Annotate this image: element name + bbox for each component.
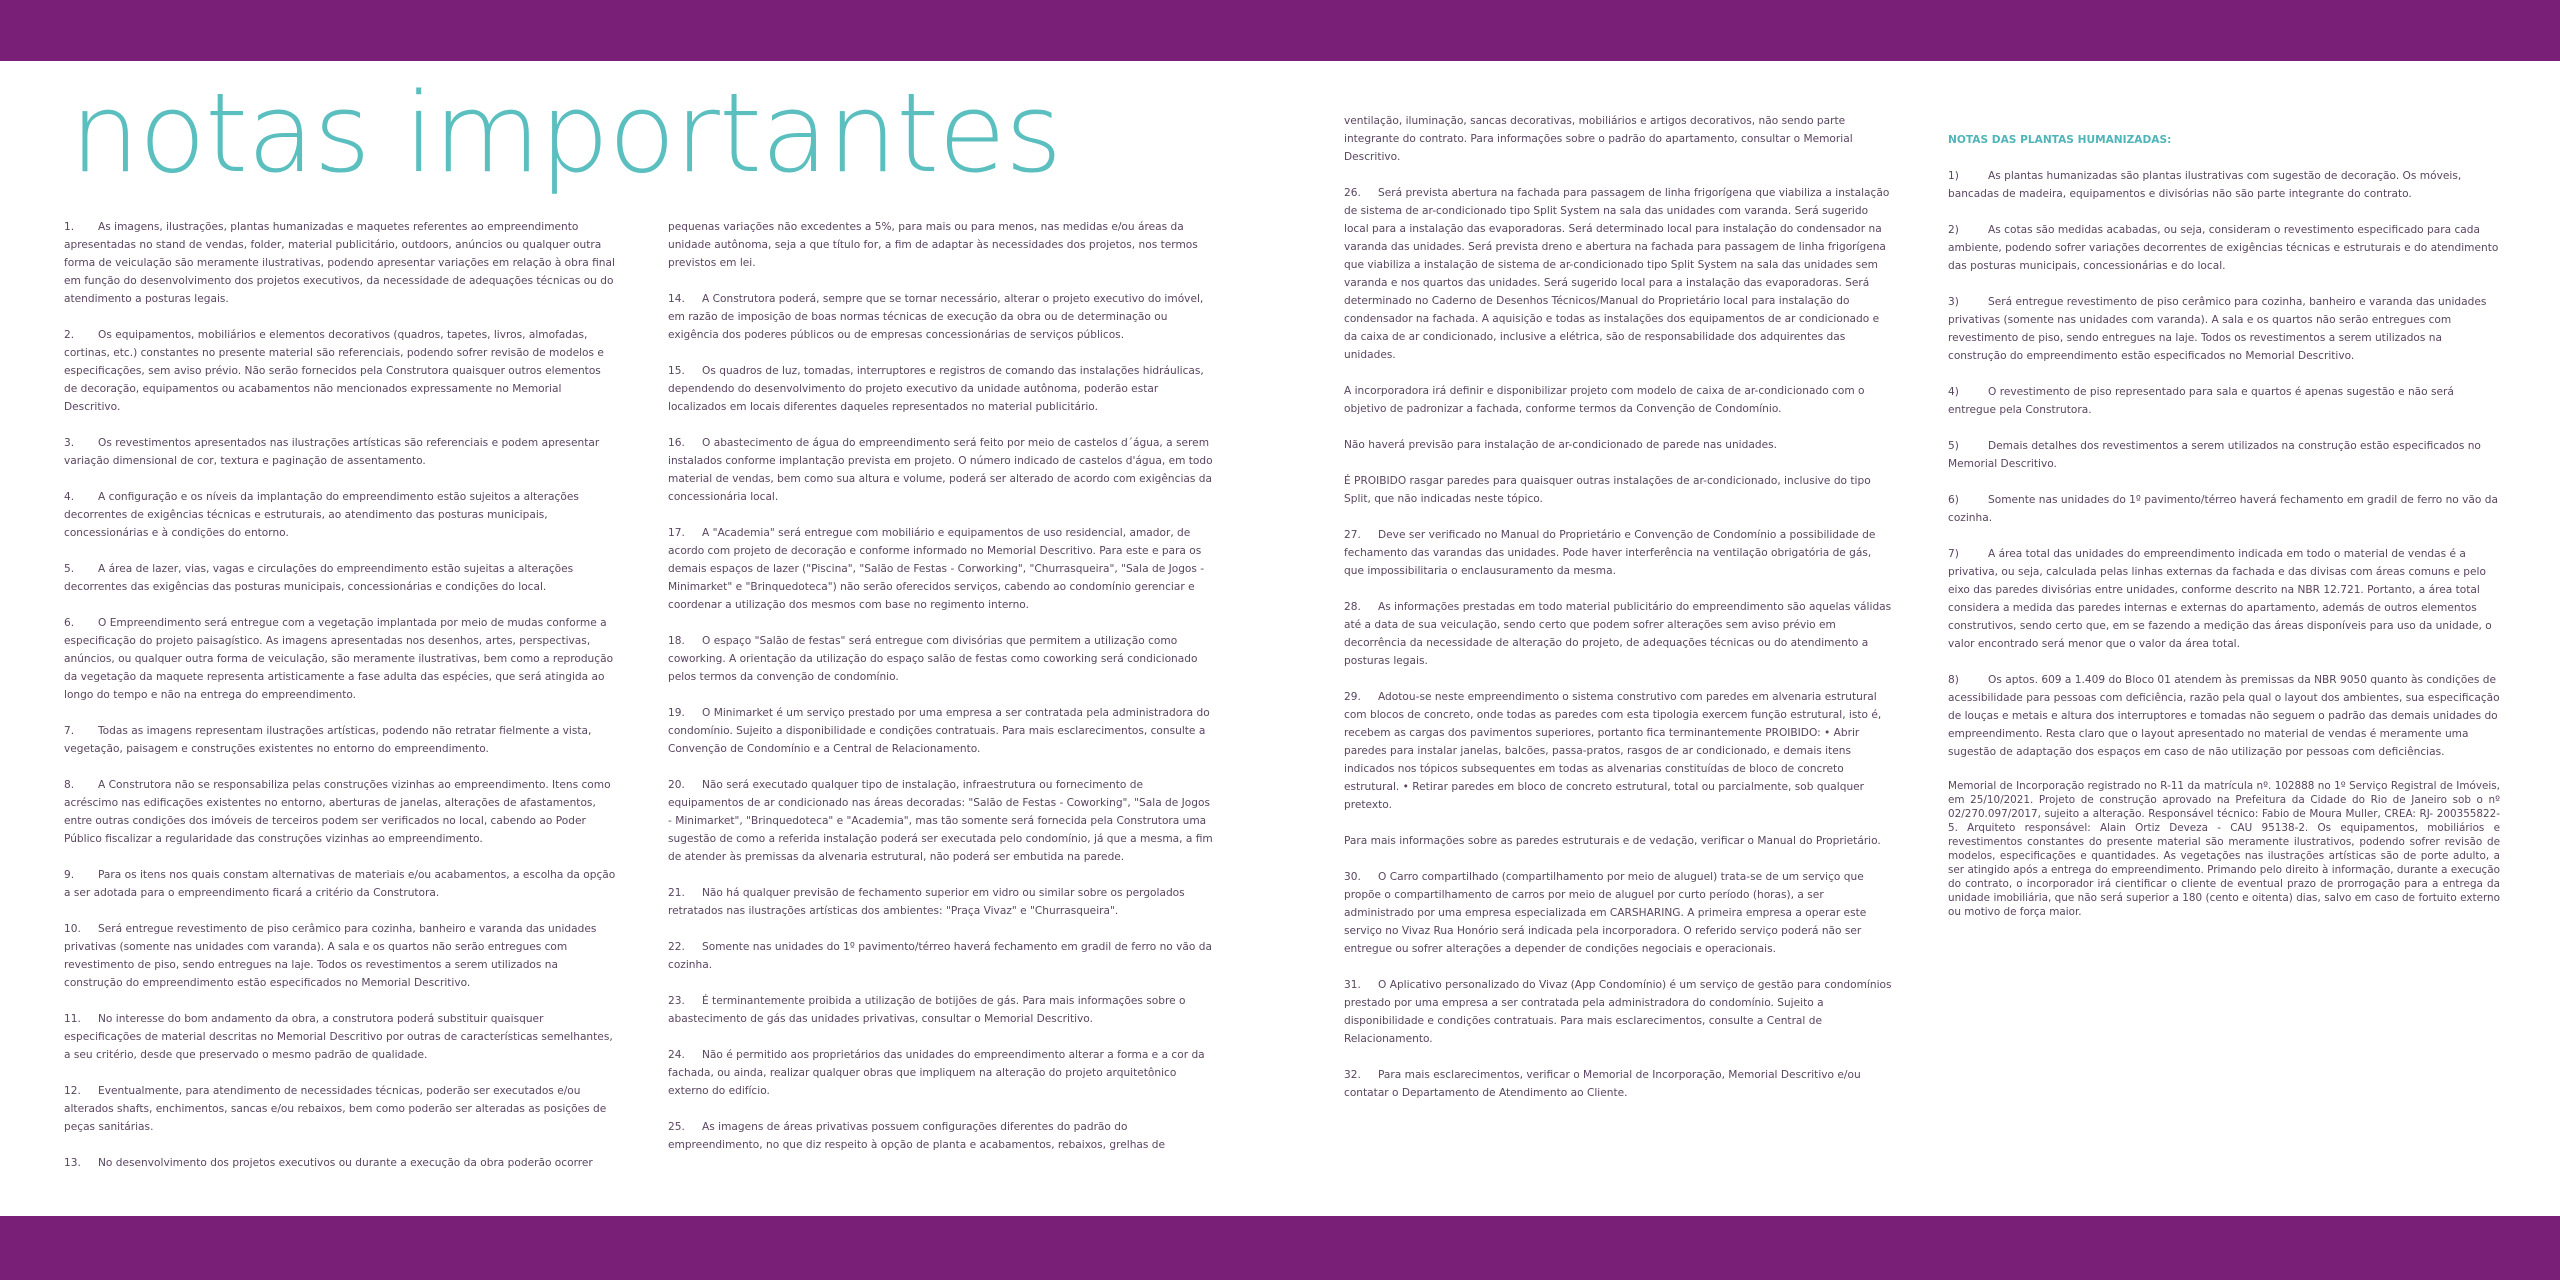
page-title: notas importantes [70, 69, 1062, 197]
note-item [668, 992, 1216, 1028]
note-text: As informações prestadas em todo material publicitário do empreendimento são aquelas válidas até a data de sua veiculação, sendo certo que podem sofrer alterações sem aviso prévio em decorrência da necessidade de alteração do projeto, de adequações técnicas ou do atendimento a posturas legais. [1344, 601, 1892, 667]
plantas-heading: NOTAS DAS PLANTAS HUMANIZADAS: [1948, 134, 2172, 146]
note-item [668, 362, 1216, 416]
note-number: 8) [1948, 674, 1959, 686]
note-number: 11. [64, 1013, 81, 1025]
note-number: 2. [64, 329, 75, 341]
note-text: No interesse do bom andamento da obra, a construtora poderá substituir quaisquer especificações de material descritas no Memorial Descritivo por outras de características semelhantes, a seu critério, desde que preservado o mesmo padrão de qualidade. [64, 1013, 613, 1061]
note-text: Para mais informações sobre as paredes estruturais e de vedação, verificar o Manual do Proprietário. [1344, 835, 1881, 847]
note-text: Não haverá previsão para instalação de ar-condicionado de parede nas unidades. [1344, 439, 1777, 451]
note-item [1344, 868, 1892, 958]
note-number: 27. [1344, 529, 1361, 541]
note-text: O Empreendimento será entregue com a vegetação implantada por meio de mudas conforme a especificação do projeto paisagístico. As imagens apresentadas nos desenhos, artes, perspectivas, anúncios, ou qualquer outra forma de veiculação, são meramente ilustrativas, bem como a reprodução da vegetação da maquete representa artisticamente a fase adulta das espécies, que será atingida ao longo do tempo e não na entrega do empreendimento. [64, 617, 614, 701]
note-item [1948, 491, 2500, 527]
note-item [64, 218, 616, 308]
bottom-band [0, 1216, 2560, 1280]
note-item [1344, 832, 1892, 850]
note-text: O Carro compartilhado (compartilhamento por meio de aluguel) trata-se de um serviço que propõe o compartilhamento de carros por meio de aluguel por curto período (horas), a ser administrado por uma empresa especializada em CARSHARING. A primeira empresa a operar este serviço no Vivaz Rua Honório será indicada pela incorporadora. O referido serviço poderá não ser entregue ou sofrer alterações a depender de condições negociais e operacionais. [1344, 871, 1867, 955]
note-text: A área de lazer, vias, vagas e circulações do empreendimento estão sujeitas a alterações decorrentes das exigências das posturas municipais, concessionárias e condições do local. [64, 563, 574, 593]
note-item [1344, 382, 1892, 418]
note-number: 2) [1948, 224, 1959, 236]
note-item [668, 524, 1216, 614]
note-item [1344, 598, 1892, 670]
note-text: Os quadros de luz, tomadas, interruptores e registros de comando das instalações hidráulicas, dependendo do desenvolvimento do projeto executivo da unidade autônoma, poderão estar localizados em locais diferentes daqueles representados no material publicitário. [668, 365, 1204, 413]
note-number: 26. [1344, 187, 1361, 199]
note-item [668, 1046, 1216, 1100]
note-item [1948, 221, 2500, 275]
note-item [64, 1154, 616, 1172]
note-number: 28. [1344, 601, 1361, 613]
note-number: 21. [668, 887, 685, 899]
note-text: O abastecimento de água do empreendimento será feito por meio de castelos d´água, a serem instalados conforme implantação prevista em projeto. O número indicado de castelos d'água, em todo material de vendas, bem como sua altura e volume, poderá ser alterado de acordo com exigências da concessionária local. [668, 437, 1213, 503]
note-text: Adotou-se neste empreendimento o sistema construtivo com paredes em alvenaria estrutural com blocos de concreto, onde todas as paredes com esta tipologia exercem função estrutural, isto é, recebem as cargas dos pavimentos superiores, portanto fica terminantemente PROIBIDO: • Abrir paredes para instalar janelas, balcões, passa-pratos, rasgos de ar condicionado, e demais itens indicados nos tópicos subsequentes em todas as alvenarias constituídas de bloco de concreto estrutural. • Retirar paredes em bloco de concreto estrutural, total ou parcialmente, sob qualquer pretexto. [1344, 691, 1882, 811]
note-text: É PROIBIDO rasgar paredes para quaisquer outras instalações de ar-condicionado, inclusive do tipo Split, que não indicadas neste tópico. [1344, 475, 1871, 505]
note-number: 10. [64, 923, 81, 935]
note-number: 4. [64, 491, 75, 503]
note-item [1344, 526, 1892, 580]
note-number: 30. [1344, 871, 1361, 883]
note-number: 6. [64, 617, 75, 629]
note-text: As imagens, ilustrações, plantas humanizadas e maquetes referentes ao empreendimento apresentadas no stand de vendas, folder, material publicitário, outdoors, anúncios ou qualquer outra forma de veiculação são meramente ilustrativas, podendo apresentar variações em relação à obra final em função do desenvolvimento dos projetos executivos, da necessidade de adequações técnicas ou do atendimento a posturas legais. [64, 221, 615, 305]
note-text: O Aplicativo personalizado do Vivaz (App Condomínio) é um serviço de gestão para condomínios prestado por uma empresa a ser contratada pela administradora do condomínio. Sujeito a disponibilidade e condições contratuais. Para mais esclarecimentos, consulte a Central de Relacionamento. [1344, 979, 1892, 1045]
note-number: 4) [1948, 386, 1959, 398]
memorial-text: Memorial de Incorporação registrado no R-11 da matrícula nº. 102888 no 1º Serviço Registral de Imóveis, em 25/10/2021. Projeto de construção aprovado na Prefeitura da Cidade do Rio de Janeiro sob o nº 02/270.097/2017, sujeito a alteração. Responsável técnico: Fabio de Moura Muller, CREA: RJ- 200355822-5. Arquiteto responsável: Alain Ortiz Deveza - CAU 95138-2. Os equipamentos, mobiliários e revestimentos constantes do presente material são meramente ilustrativos, podendo sofrer revisão de modelos, especificações e quantidades. As vegetações nas ilustrações artísticas são de porte adulto, a ser atingido após a entrega do empreendimento. Primando pelo direito à informação, durante a execução do contrato, o incorporador irá cientificar o cliente de eventual prazo de prorrogação para a entrega da unidade imobiliária, que não será superior a 180 (cento e oitenta) dias, salvo em caso de fortuito externo ou motivo de força maior. [1948, 780, 2500, 918]
note-text: Será entregue revestimento de piso cerâmico para cozinha, banheiro e varanda das unidades privativas (somente nas unidades com varanda). A sala e os quartos não serão entregues com revestimento de piso, sendo entregues na laje. Todos os revestimentos a serem utilizados na construção do empreendimento estão especificados no Memorial Descritivo. [1948, 296, 2487, 362]
note-text: Não será executado qualquer tipo de instalação, infraestrutura ou fornecimento de equipamentos de ar condicionado nas áreas decoradas: "Salão de Festas - Coworking", "Sala de Jogos - Minimarket", "Brinquedoteca" e "Academia", mas tão somente será fornecida pela Construtora uma sugestão de como a referida instalação poderá ser executada pelo condomínio, já que a mesma, a fim de atender às premissas da alvenaria estrutural, não poderá ser embutida na parede. [668, 779, 1213, 863]
note-item [1948, 545, 2500, 653]
note-text: Somente nas unidades do 1º pavimento/térreo haverá fechamento em gradil de ferro no vão da cozinha. [1948, 494, 2498, 524]
note-item [1344, 436, 1892, 454]
note-number: 15. [668, 365, 685, 377]
note-number: 22. [668, 941, 685, 953]
note-item [668, 290, 1216, 344]
note-number: 5. [64, 563, 75, 575]
note-text: No desenvolvimento dos projetos executivos ou durante a execução da obra poderão ocorrer [98, 1157, 593, 1169]
note-text: Eventualmente, para atendimento de necessidades técnicas, poderão ser executados e/ou alterados shafts, enchimentos, sancas e/ou rebaixos, bem como poderão ser alteradas as posições de peças sanitárias. [64, 1085, 607, 1133]
note-text: As plantas humanizadas são plantas ilustrativas com sugestão de decoração. Os móveis, bancadas de madeira, equipamentos e divisórias não são parte integrante do contrato. [1948, 170, 2462, 200]
note-text: pequenas variações não excedentes a 5%, para mais ou para menos, nas medidas e/ou áreas da unidade autônoma, seja a que título for, a fim de adaptar às necessidades dos projetos, nos termos previstos em lei. [668, 221, 1198, 269]
note-number: 7. [64, 725, 75, 737]
note-text: A Construtora não se responsabiliza pelas construções vizinhas ao empreendimento. Itens como acréscimo nas edificações existentes no entorno, aberturas de janelas, alterações de afastamentos, entre outras condições dos imóveis de terceiros podem ser verificados no local, cabendo ao Poder Público fiscalizar a regularidade das construções vizinhas ao empreendimento. [64, 779, 611, 845]
note-text: Será prevista abertura na fachada para passagem de linha frigorígena que viabiliza a instalação de sistema de ar-condicionado tipo Split System na sala das unidades com varanda. Será sugerido local para a instalação das evaporadoras. Será determinado local para instalação do condensador na varanda das unidades. Será prevista dreno e abertura na fachada para passagem de linha frigorígena que viabiliza a instalação de sistema de ar-condicionado tipo Split System na sala das unidades sem varanda e nos quartos das unidades. Será sugerido local para a instalação das evaporadoras. Será determinado no Caderno de Desenhos Técnicos/Manual do Proprietário local para instalação do condensador na fachada. A aquisição e todas as instalações dos equipamentos de ar condicionado e da caixa de ar condicionado, inclusive a elétrica, são de responsabilidade dos adquirentes das unidades. [1344, 187, 1890, 361]
note-item [668, 434, 1216, 506]
note-text: A Construtora poderá, sempre que se tornar necessário, alterar o projeto executivo do imóvel, em razão de imposição de boas normas técnicas de execução da obra ou de determinação ou exigência dos poderes públicos ou de empresas concessionárias de serviços públicos. [668, 293, 1204, 341]
note-item [64, 1082, 616, 1136]
notes-column-3 [1344, 112, 1892, 1120]
note-text: As cotas são medidas acabadas, ou seja, consideram o revestimento especificado para cada ambiente, podendo sofrer variações decorrentes de exigências técnicas e estruturais e do atendimento das posturas municipais, concessionárias e do local. [1948, 224, 2499, 272]
top-band [0, 0, 2560, 61]
note-text: A incorporadora irá definir e disponibilizar projeto com modelo de caixa de ar-condicionado com o objetivo de padronizar a fachada, conforme termos da Convenção de Condomínio. [1344, 385, 1865, 415]
note-text: Para os itens nos quais constam alternativas de materiais e/ou acabamentos, a escolha da opção a ser adotada para o empreendimento ficará a critério da Construtora. [64, 869, 616, 899]
note-item [1948, 293, 2500, 365]
note-text: A configuração e os níveis da implantação do empreendimento estão sujeitos a alterações decorrentes de exigências técnicas e estruturais, ao atendimento das posturas municipais, concessionárias e à condições do entorno. [64, 491, 579, 539]
note-text: Os equipamentos, mobiliários e elementos decorativos (quadros, tapetes, livros, almofadas, cortinas, etc.) constantes no presente material são referenciais, podendo sofrer revisão de modelos e especificações, sem aviso prévio. Não serão fornecidos pela Construtora quaisquer outros elementos de decoração, equipamentos ou acabamentos não mencionados expressamente no Memorial Descritivo. [64, 329, 604, 413]
note-number: 29. [1344, 691, 1361, 703]
note-text: O espaço "Salão de festas" será entregue com divisórias que permitem a utilização como coworking. A orientação da utilização do espaço salão de festas como coworking será condicionado pelos termos da convenção de condomínio. [668, 635, 1198, 683]
note-number: 20. [668, 779, 685, 791]
note-number: 5) [1948, 440, 1959, 452]
note-item [668, 1118, 1216, 1154]
note-item [668, 218, 1216, 272]
note-number: 19. [668, 707, 685, 719]
note-text: Os revestimentos apresentados nas ilustrações artísticas são referenciais e podem apresentar variação dimensional de cor, textura e paginação de assentamento. [64, 437, 600, 467]
note-item [64, 866, 616, 902]
note-item [1344, 976, 1892, 1048]
note-number: 12. [64, 1085, 81, 1097]
notes-column-4 [1948, 131, 2500, 937]
note-number: 25. [668, 1121, 685, 1133]
note-item [64, 776, 616, 848]
note-text: Não é permitido aos proprietários das unidades do empreendimento alterar a forma e a cor da fachada, ou ainda, realizar qualquer obras que impliquem na alteração do projeto arquitetônico externo do edifício. [668, 1049, 1205, 1097]
note-text: O Minimarket é um serviço prestado por uma empresa a ser contratada pela administradora do condomínio. Sujeito a disponibilidade e condições contratuais. Para mais esclarecimentos, consulte a Convenção de Condomínio e a Central de Relacionamento. [668, 707, 1210, 755]
note-item [64, 560, 616, 596]
notes-column-2 [668, 218, 1216, 1172]
note-number: 14. [668, 293, 685, 305]
note-number: 16. [668, 437, 685, 449]
note-item [668, 884, 1216, 920]
note-item [1948, 671, 2500, 761]
note-number: 6) [1948, 494, 1959, 506]
notes-column-1 [64, 218, 616, 1190]
note-number: 3) [1948, 296, 1959, 308]
note-text: Não há qualquer previsão de fechamento superior em vidro ou similar sobre os pergolados retratados nas ilustrações artísticas dos ambientes: "Praça Vivaz" e "Churrasqueira". [668, 887, 1185, 917]
note-number: 1) [1948, 170, 1959, 182]
plantas-notes [1948, 167, 2500, 761]
note-item [64, 434, 616, 470]
note-item [1344, 1066, 1892, 1102]
note-number: 13. [64, 1157, 81, 1169]
note-text: Deve ser verificado no Manual do Proprietário e Convenção de Condomínio a possibilidade de fechamento das varandas das unidades. Pode haver interferência na ventilação obrigatória de gás, que impossibilitaria o enclausuramento da mesma. [1344, 529, 1876, 577]
note-number: 8. [64, 779, 75, 791]
note-number: 24. [668, 1049, 685, 1061]
note-text: Todas as imagens representam ilustrações artísticas, podendo não retratar fielmente a vista, vegetação, paisagem e construções existentes no entorno do empreendimento. [64, 725, 592, 755]
note-text: A "Academia" será entregue com mobiliário e equipamentos de uso residencial, amador, de acordo com projeto de decoração e conforme informado no Memorial Descritivo. Para este e para os demais espaços de lazer ("Piscina", "Salão de Festas - Corworking", "Churrasqueira", "Sala de Jogos - Minimarket" e "Brinquedoteca") não serão oferecidos serviços, cabendo ao condomínio gerenciar e coordenar a utilização dos mesmos com base no regimento interno. [668, 527, 1205, 611]
note-item [668, 938, 1216, 974]
note-number: 7) [1948, 548, 1959, 560]
note-text: Demais detalhes dos revestimentos a serem utilizados na construção estão especificados no Memorial Descritivo. [1948, 440, 2481, 470]
note-number: 18. [668, 635, 685, 647]
note-item [64, 1010, 616, 1064]
note-item [668, 776, 1216, 866]
note-number: 31. [1344, 979, 1361, 991]
note-item [1948, 437, 2500, 473]
note-item [668, 632, 1216, 686]
note-item [1344, 688, 1892, 814]
note-number: 1. [64, 221, 75, 233]
note-text: Somente nas unidades do 1º pavimento/térreo haverá fechamento em gradil de ferro no vão da cozinha. [668, 941, 1212, 971]
note-number: 17. [668, 527, 685, 539]
note-text: Será entregue revestimento de piso cerâmico para cozinha, banheiro e varanda das unidades privativas (somente nas unidades com varanda). A sala e os quartos não serão entregues com revestimento de piso, sendo entregues na laje. Todos os revestimentos a serem utilizados na construção do empreendimento estão especificados no Memorial Descritivo. [64, 923, 597, 989]
note-item [1344, 472, 1892, 508]
note-item [64, 722, 616, 758]
note-text: O revestimento de piso representado para sala e quartos é apenas sugestão e não será entregue pela Construtora. [1948, 386, 2454, 416]
note-item [668, 704, 1216, 758]
note-item [64, 920, 616, 992]
note-number: 9. [64, 869, 75, 881]
note-number: 23. [668, 995, 685, 1007]
note-text: ventilação, iluminação, sancas decorativas, mobiliários e artigos decorativos, não sendo parte integrante do contrato. Para informações sobre o padrão do apartamento, consultar o Memorial Descritivo. [1344, 115, 1853, 163]
note-text: As imagens de áreas privativas possuem configurações diferentes do padrão do empreendimento, no que diz respeito à opção de planta e acabamentos, rebaixos, grelhas de [668, 1121, 1166, 1151]
note-text: Os aptos. 609 a 1.409 do Bloco 01 atendem às premissas da NBR 9050 quanto às condições de acessibilidade para pessoas com deficiência, razão pela qual o layout dos ambientes, sua especificação de louças e metais e altura dos interruptores e tomadas não seguem o padrão das demais unidades do empreendimento. Resta claro que o layout apresentado no material de vendas é meramente uma sugestão de adaptação dos espaços em caso de não utilização por pessoas com deficiências. [1948, 674, 2500, 758]
note-item [1344, 184, 1892, 364]
note-text: A área total das unidades do empreendimento indicada em todo o material de vendas é a privativa, ou seja, calculada pelas linhas externas da fachada e das divisas com áreas comuns e pelo eixo das paredes divisórias entre unidades, conforme descrito na NBR 12.721. Portanto, a área total considera a medida das paredes internas e externas do apartamento, además de outros elementos construtivos, sendo certo que, em se fazendo a medição das áreas disponíveis para uso da unidade, o valor encontrado será menor que o valor da área total. [1948, 548, 2492, 650]
note-item [1948, 383, 2500, 419]
note-text: É terminantemente proibida a utilização de botijões de gás. Para mais informações sobre o abastecimento de gás das unidades privativas, consultar o Memorial Descritivo. [668, 995, 1186, 1025]
note-text: Para mais esclarecimentos, verificar o Memorial de Incorporação, Memorial Descritivo e/ou contatar o Departamento de Atendimento ao Cliente. [1344, 1069, 1861, 1099]
note-item [64, 488, 616, 542]
note-item [64, 326, 616, 416]
note-number: 3. [64, 437, 75, 449]
note-item [1948, 167, 2500, 203]
note-number: 32. [1344, 1069, 1361, 1081]
note-item [64, 614, 616, 704]
note-item [1344, 112, 1892, 166]
